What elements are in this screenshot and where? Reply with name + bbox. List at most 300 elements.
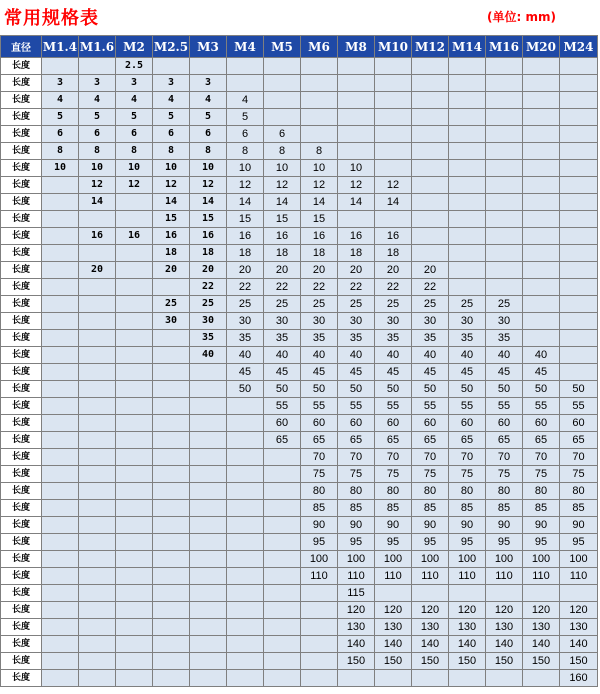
length-cell: 150 (560, 653, 598, 670)
length-cell (560, 585, 598, 602)
length-cell: 95 (412, 534, 449, 551)
length-cell (42, 347, 79, 364)
length-cell (264, 483, 301, 500)
length-cell (116, 211, 153, 228)
length-cell (42, 262, 79, 279)
length-cell: 110 (523, 568, 560, 585)
length-cell (79, 500, 116, 517)
length-cell: 90 (375, 517, 412, 534)
length-cell: 22 (190, 279, 227, 296)
length-cell (301, 109, 338, 126)
length-cell: 14 (338, 194, 375, 211)
length-cell (338, 143, 375, 160)
table-row (1, 534, 598, 551)
length-cell (560, 228, 598, 245)
length-cell (486, 670, 523, 687)
length-cell: 85 (486, 500, 523, 517)
length-cell: 150 (486, 653, 523, 670)
length-cell (42, 245, 79, 262)
length-cell: 140 (412, 636, 449, 653)
length-cell (116, 483, 153, 500)
length-cell (449, 279, 486, 296)
length-cell (338, 126, 375, 143)
length-cell (116, 619, 153, 636)
row-label: 长度 (1, 194, 42, 211)
length-cell (412, 670, 449, 687)
length-cell (79, 296, 116, 313)
length-cell: 16 (153, 228, 190, 245)
length-cell: 100 (338, 551, 375, 568)
length-cell (486, 211, 523, 228)
row-label: 长度 (1, 449, 42, 466)
length-cell: 65 (301, 432, 338, 449)
length-cell: 75 (301, 466, 338, 483)
table-row (1, 177, 598, 194)
length-cell (264, 466, 301, 483)
length-cell (79, 398, 116, 415)
length-cell: 55 (375, 398, 412, 415)
table-row (1, 109, 598, 126)
length-cell (116, 500, 153, 517)
length-cell (523, 262, 560, 279)
row-label: 长度 (1, 160, 42, 177)
length-cell (79, 568, 116, 585)
length-cell: 30 (338, 313, 375, 330)
length-cell: 65 (486, 432, 523, 449)
length-cell: 15 (227, 211, 264, 228)
row-label: 长度 (1, 517, 42, 534)
length-cell: 60 (301, 415, 338, 432)
length-cell (190, 585, 227, 602)
column-header: M10 (375, 36, 412, 58)
length-cell: 100 (560, 551, 598, 568)
length-cell: 35 (190, 330, 227, 347)
table-header (1, 36, 598, 58)
length-cell (190, 534, 227, 551)
length-cell (264, 500, 301, 517)
length-cell (116, 313, 153, 330)
length-cell (227, 653, 264, 670)
length-cell (301, 653, 338, 670)
length-cell: 85 (412, 500, 449, 517)
length-cell: 8 (227, 143, 264, 160)
length-cell: 85 (375, 500, 412, 517)
length-cell (301, 619, 338, 636)
length-cell: 30 (486, 313, 523, 330)
length-cell (190, 670, 227, 687)
row-label: 长度 (1, 415, 42, 432)
length-cell: 65 (412, 432, 449, 449)
length-cell: 18 (227, 245, 264, 262)
table-body (1, 58, 598, 687)
row-label: 长度 (1, 330, 42, 347)
length-cell (523, 92, 560, 109)
length-cell: 85 (560, 500, 598, 517)
length-cell (523, 228, 560, 245)
length-cell (190, 653, 227, 670)
length-cell: 35 (412, 330, 449, 347)
length-cell (449, 670, 486, 687)
length-cell (523, 126, 560, 143)
length-cell (412, 126, 449, 143)
length-cell (375, 211, 412, 228)
length-cell (449, 160, 486, 177)
length-cell: 12 (190, 177, 227, 194)
length-cell: 90 (412, 517, 449, 534)
length-cell (375, 160, 412, 177)
length-cell (79, 534, 116, 551)
length-cell: 140 (338, 636, 375, 653)
length-cell (264, 534, 301, 551)
length-cell (264, 585, 301, 602)
length-cell (264, 670, 301, 687)
length-cell: 140 (486, 636, 523, 653)
length-cell (116, 194, 153, 211)
length-cell: 75 (486, 466, 523, 483)
length-cell (153, 534, 190, 551)
length-cell (449, 177, 486, 194)
length-cell: 100 (375, 551, 412, 568)
length-cell: 130 (412, 619, 449, 636)
length-cell: 25 (301, 296, 338, 313)
length-cell: 20 (301, 262, 338, 279)
length-cell (486, 75, 523, 92)
length-cell (42, 653, 79, 670)
length-cell (227, 432, 264, 449)
length-cell: 70 (560, 449, 598, 466)
length-cell (523, 109, 560, 126)
length-cell (523, 177, 560, 194)
length-cell (116, 296, 153, 313)
length-cell: 90 (338, 517, 375, 534)
column-header: M8 (338, 36, 375, 58)
column-header: M2 (116, 36, 153, 58)
length-cell (116, 381, 153, 398)
length-cell (79, 58, 116, 75)
length-cell: 95 (301, 534, 338, 551)
length-cell: 65 (560, 432, 598, 449)
length-cell (264, 602, 301, 619)
row-label: 长度 (1, 296, 42, 313)
length-cell: 95 (338, 534, 375, 551)
length-cell (153, 398, 190, 415)
length-cell (486, 279, 523, 296)
length-cell: 110 (560, 568, 598, 585)
length-cell (338, 670, 375, 687)
length-cell: 70 (523, 449, 560, 466)
length-cell (412, 177, 449, 194)
length-cell: 130 (560, 619, 598, 636)
length-cell (375, 585, 412, 602)
length-cell (79, 466, 116, 483)
length-cell: 70 (412, 449, 449, 466)
length-cell: 5 (116, 109, 153, 126)
length-cell: 20 (79, 262, 116, 279)
row-label: 长度 (1, 636, 42, 653)
length-cell (190, 568, 227, 585)
length-cell: 60 (412, 415, 449, 432)
length-cell: 120 (560, 602, 598, 619)
length-cell: 10 (190, 160, 227, 177)
length-cell (190, 381, 227, 398)
length-cell: 14 (301, 194, 338, 211)
length-cell (153, 381, 190, 398)
length-cell (190, 636, 227, 653)
length-cell (560, 245, 598, 262)
length-cell: 95 (449, 534, 486, 551)
length-cell: 40 (301, 347, 338, 364)
row-label: 长度 (1, 58, 42, 75)
length-cell (153, 279, 190, 296)
table-row (1, 500, 598, 517)
length-cell: 50 (412, 381, 449, 398)
length-cell (486, 194, 523, 211)
length-cell: 35 (486, 330, 523, 347)
length-cell: 6 (79, 126, 116, 143)
length-cell (190, 432, 227, 449)
length-cell (301, 585, 338, 602)
table-row (1, 517, 598, 534)
length-cell: 100 (301, 551, 338, 568)
length-cell (42, 602, 79, 619)
length-cell: 18 (264, 245, 301, 262)
table-row (1, 653, 598, 670)
length-cell (449, 194, 486, 211)
length-cell (412, 58, 449, 75)
length-cell: 80 (338, 483, 375, 500)
length-cell (79, 551, 116, 568)
length-cell (301, 75, 338, 92)
length-cell: 90 (486, 517, 523, 534)
length-cell (301, 58, 338, 75)
row-label: 长度 (1, 75, 42, 92)
length-cell: 50 (486, 381, 523, 398)
length-cell (449, 109, 486, 126)
length-cell (42, 296, 79, 313)
row-label: 长度 (1, 126, 42, 143)
length-cell (79, 653, 116, 670)
length-cell: 10 (264, 160, 301, 177)
length-cell: 5 (153, 109, 190, 126)
length-cell: 75 (412, 466, 449, 483)
length-cell: 18 (375, 245, 412, 262)
table-row (1, 211, 598, 228)
length-cell: 40 (412, 347, 449, 364)
length-cell (153, 653, 190, 670)
length-cell: 18 (301, 245, 338, 262)
length-cell (153, 330, 190, 347)
length-cell (412, 211, 449, 228)
length-cell: 16 (301, 228, 338, 245)
row-label: 长度 (1, 347, 42, 364)
length-cell (375, 109, 412, 126)
length-cell: 40 (190, 347, 227, 364)
length-cell (79, 381, 116, 398)
length-cell (560, 92, 598, 109)
length-cell (560, 177, 598, 194)
length-cell (523, 211, 560, 228)
length-cell: 70 (301, 449, 338, 466)
table-row (1, 347, 598, 364)
length-cell: 16 (227, 228, 264, 245)
length-cell (264, 551, 301, 568)
length-cell: 22 (264, 279, 301, 296)
column-header: M12 (412, 36, 449, 58)
length-cell: 85 (449, 500, 486, 517)
length-cell: 30 (449, 313, 486, 330)
length-cell: 16 (375, 228, 412, 245)
length-cell (153, 568, 190, 585)
length-cell (375, 75, 412, 92)
table-row (1, 449, 598, 466)
length-cell (79, 415, 116, 432)
length-cell: 16 (264, 228, 301, 245)
table-row (1, 670, 598, 687)
length-cell (375, 126, 412, 143)
length-cell (486, 143, 523, 160)
column-header: M6 (301, 36, 338, 58)
row-label: 长度 (1, 177, 42, 194)
length-cell (486, 177, 523, 194)
length-cell (153, 58, 190, 75)
length-cell (449, 143, 486, 160)
length-cell: 14 (264, 194, 301, 211)
length-cell (190, 398, 227, 415)
length-cell: 60 (486, 415, 523, 432)
length-cell: 35 (227, 330, 264, 347)
length-cell: 100 (523, 551, 560, 568)
length-cell (523, 160, 560, 177)
length-cell (190, 517, 227, 534)
length-cell: 30 (412, 313, 449, 330)
length-cell: 3 (79, 75, 116, 92)
length-cell: 8 (301, 143, 338, 160)
length-cell (116, 466, 153, 483)
length-cell: 130 (449, 619, 486, 636)
length-cell (227, 534, 264, 551)
length-cell (79, 330, 116, 347)
length-cell: 8 (116, 143, 153, 160)
length-cell: 80 (560, 483, 598, 500)
length-cell (190, 449, 227, 466)
length-cell (560, 143, 598, 160)
length-cell: 4 (190, 92, 227, 109)
length-cell (153, 449, 190, 466)
length-cell: 60 (264, 415, 301, 432)
length-cell (153, 670, 190, 687)
length-cell (42, 313, 79, 330)
length-cell: 20 (227, 262, 264, 279)
length-cell: 25 (412, 296, 449, 313)
table-row (1, 160, 598, 177)
length-cell (560, 347, 598, 364)
length-cell: 30 (227, 313, 264, 330)
length-cell (42, 568, 79, 585)
length-cell (42, 415, 79, 432)
length-cell (264, 619, 301, 636)
length-cell: 16 (79, 228, 116, 245)
length-cell (264, 92, 301, 109)
length-cell: 30 (264, 313, 301, 330)
length-cell (190, 415, 227, 432)
length-cell: 45 (227, 364, 264, 381)
length-cell: 18 (338, 245, 375, 262)
length-cell (412, 75, 449, 92)
length-cell (153, 500, 190, 517)
length-cell: 55 (486, 398, 523, 415)
length-cell: 20 (375, 262, 412, 279)
length-cell: 25 (227, 296, 264, 313)
length-cell (412, 109, 449, 126)
column-header: M2.5 (153, 36, 190, 58)
length-cell (153, 432, 190, 449)
length-cell: 20 (264, 262, 301, 279)
length-cell: 130 (375, 619, 412, 636)
length-cell: 40 (338, 347, 375, 364)
length-cell: 55 (560, 398, 598, 415)
length-cell: 50 (264, 381, 301, 398)
length-cell (116, 517, 153, 534)
table-row (1, 143, 598, 160)
table-row (1, 92, 598, 109)
length-cell: 8 (190, 143, 227, 160)
row-label: 长度 (1, 211, 42, 228)
length-cell (116, 398, 153, 415)
length-cell (523, 279, 560, 296)
length-cell (264, 58, 301, 75)
table-row (1, 296, 598, 313)
length-cell: 50 (227, 381, 264, 398)
length-cell (523, 330, 560, 347)
length-cell: 45 (523, 364, 560, 381)
length-cell: 10 (338, 160, 375, 177)
length-cell (79, 517, 116, 534)
length-cell: 12 (227, 177, 264, 194)
length-cell: 120 (486, 602, 523, 619)
table-row (1, 228, 598, 245)
length-cell (486, 92, 523, 109)
length-cell: 85 (338, 500, 375, 517)
length-cell (79, 347, 116, 364)
length-cell: 20 (412, 262, 449, 279)
table-row (1, 364, 598, 381)
length-cell (264, 653, 301, 670)
length-cell (116, 279, 153, 296)
table-row (1, 381, 598, 398)
length-cell (560, 364, 598, 381)
length-cell: 2.5 (116, 58, 153, 75)
length-cell: 40 (264, 347, 301, 364)
length-cell (190, 58, 227, 75)
length-cell (227, 585, 264, 602)
length-cell: 6 (190, 126, 227, 143)
length-cell: 80 (375, 483, 412, 500)
length-cell: 22 (375, 279, 412, 296)
length-cell: 80 (449, 483, 486, 500)
length-cell (79, 585, 116, 602)
length-cell: 35 (375, 330, 412, 347)
length-cell: 55 (523, 398, 560, 415)
table-row (1, 568, 598, 585)
length-cell: 35 (449, 330, 486, 347)
length-cell: 8 (42, 143, 79, 160)
length-cell: 65 (375, 432, 412, 449)
length-cell (412, 245, 449, 262)
length-cell (42, 483, 79, 500)
length-cell (153, 585, 190, 602)
length-cell (153, 517, 190, 534)
row-label: 长度 (1, 398, 42, 415)
